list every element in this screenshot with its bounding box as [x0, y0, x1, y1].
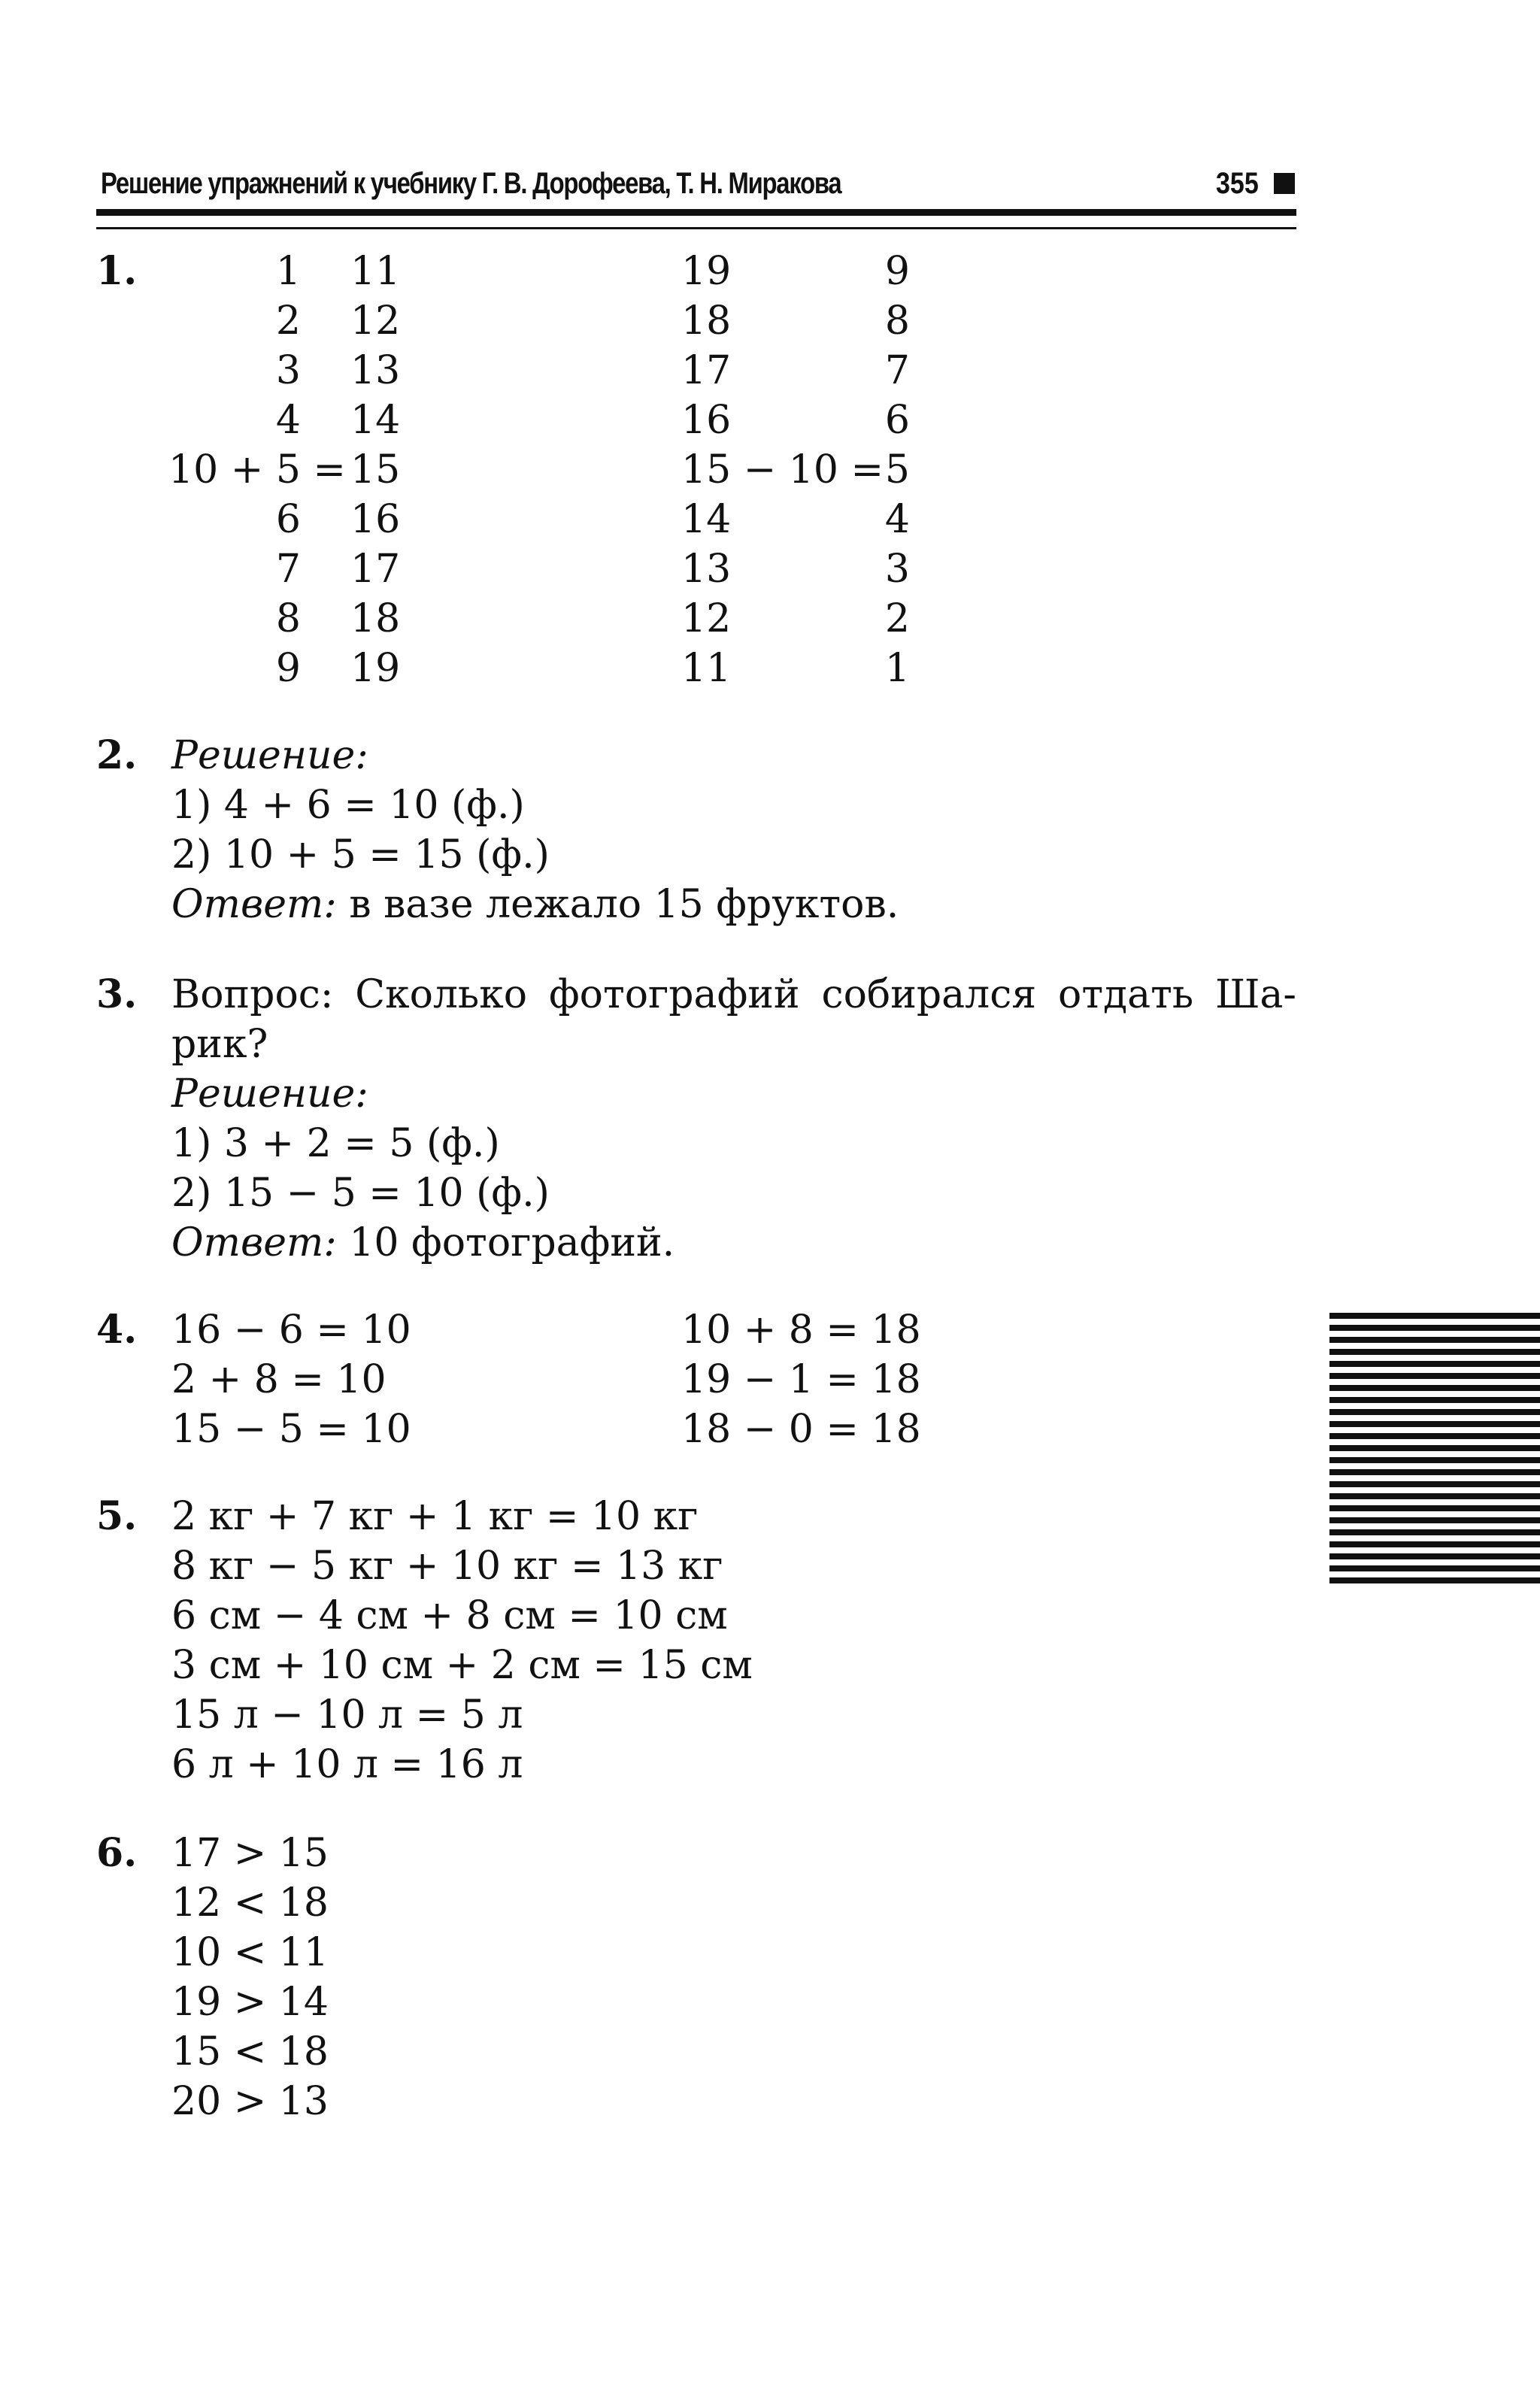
ex6-line: 12 < 18: [171, 1880, 329, 1926]
header-rule-thin: [96, 227, 1296, 229]
running-title: Решение упражнений к учебнику Г. В. Дорофеева, Т. Н. Миракова: [101, 167, 841, 200]
ex1-left-a: 1: [275, 249, 301, 294]
ex3-answer-text: 10 фотографий.: [336, 1220, 675, 1265]
ex3-solution-label: Решение:: [171, 1071, 368, 1117]
ex1-left-a: 2: [275, 298, 301, 344]
ex5-line: 3 см + 10 см + 2 см = 15 см: [171, 1643, 753, 1688]
ex1-left-a: 10 + 5 =: [168, 447, 346, 492]
ex1-right-a: 14: [681, 497, 732, 542]
ex1-right-b: 2: [884, 596, 910, 641]
running-header: [101, 161, 1295, 209]
ex1-right-a: 11: [681, 646, 732, 691]
ex1-left-b: 14: [350, 398, 401, 443]
ex3-answer-label: Ответ:: [171, 1220, 337, 1265]
ex1-right-b: 9: [884, 249, 910, 294]
ex4-right-line: 19 − 1 = 18: [681, 1357, 921, 1402]
ex5-line: 8 кг − 5 кг + 10 кг = 13 кг: [171, 1544, 723, 1589]
ex1-left-b: 18: [350, 596, 401, 641]
ex1-right-a: 16: [681, 398, 732, 443]
ex1-left-a: 9: [275, 646, 301, 691]
ex1-left-b: 16: [350, 497, 401, 542]
ex1-right-b: 6: [884, 398, 910, 443]
ex1-left-a: 3: [275, 348, 301, 393]
ex1-right-a: 17: [681, 348, 732, 393]
ex1-right-a: 18: [681, 298, 732, 344]
ex1-left-a: 8: [275, 596, 301, 641]
ex6-line: 20 > 13: [171, 2079, 329, 2124]
ex1-left-a: 4: [275, 398, 301, 443]
ex1-right-a: 12: [681, 596, 732, 641]
ex5-line: 2 кг + 7 кг + 1 кг = 10 кг: [171, 1494, 699, 1539]
ex3-question-line-2: рик?: [171, 1022, 268, 1067]
ex2-answer: [171, 880, 899, 929]
header-rule-thick: [96, 209, 1296, 216]
ex1-left-b: 12: [350, 298, 401, 344]
exercise-5-number: 5.: [96, 1493, 138, 1539]
ex1-left-b: 17: [350, 547, 401, 592]
ex3-step-2: 2) 15 − 5 = 10 (ф.): [171, 1171, 550, 1216]
page-marker-square-icon: [1274, 173, 1295, 194]
exercise-6-number: 6.: [96, 1830, 138, 1876]
ex3-step-1: 1) 3 + 2 = 5 (ф.): [171, 1121, 500, 1166]
ex4-left-line: 16 − 6 = 10: [171, 1308, 411, 1353]
ex6-line: 10 < 11: [171, 1930, 329, 1975]
ex1-left-b: 19: [350, 646, 401, 691]
ex5-line: 6 л + 10 л = 16 л: [171, 1742, 523, 1787]
ex4-left-line: 15 − 5 = 10: [171, 1407, 411, 1452]
ex1-right-b: 1: [884, 646, 910, 691]
ex3-answer: [171, 1218, 675, 1268]
ex1-right-b: 8: [884, 298, 910, 344]
ex1-right-a: 19: [681, 249, 732, 294]
ex1-left-a: 7: [275, 547, 301, 592]
ex2-answer-label: Ответ:: [171, 882, 337, 927]
ex6-line: 19 > 14: [171, 1980, 329, 2025]
ex4-right-line: 10 + 8 = 18: [681, 1308, 921, 1353]
ex5-line: 6 см − 4 см + 8 см = 10 см: [171, 1593, 728, 1638]
ex1-left-a: 6: [275, 497, 301, 542]
ex1-left-b: 13: [350, 348, 401, 393]
ex1-right-b: 3: [884, 547, 910, 592]
exercise-1-number: 1.: [96, 248, 138, 294]
page-number: 355: [1216, 167, 1259, 200]
ex2-solution-label: Решение:: [171, 733, 368, 778]
ex6-line: 15 < 18: [171, 2029, 329, 2074]
ex1-left-b: 15: [350, 447, 401, 492]
exercise-2-number: 2.: [96, 732, 138, 778]
ex4-left-line: 2 + 8 = 10: [171, 1357, 387, 1402]
ex1-left-b: 11: [350, 249, 401, 294]
ex5-line: 15 л − 10 л = 5 л: [171, 1692, 523, 1738]
ex1-right-b: 7: [884, 348, 910, 393]
ex1-right-a: 15 − 10 =: [681, 447, 884, 492]
exercise-3-number: 3.: [96, 971, 138, 1017]
ex2-answer-text: в вазе лежало 15 фруктов.: [336, 882, 899, 927]
ex4-right-line: 18 − 0 = 18: [681, 1407, 921, 1452]
ex1-right-b: 5: [884, 447, 910, 492]
ex2-step-2: 2) 10 + 5 = 15 (ф.): [171, 832, 550, 877]
striped-edge-tab: [1329, 1313, 1540, 1583]
ex1-right-a: 13: [681, 547, 732, 592]
ex2-step-1: 1) 4 + 6 = 10 (ф.): [171, 783, 525, 828]
ex6-line: 17 > 15: [171, 1831, 329, 1876]
exercise-4-number: 4.: [96, 1307, 138, 1353]
ex3-question-line-1: Вопрос: Сколько фотографий собирался отдать Ша-: [171, 972, 1296, 1017]
ex1-right-b: 4: [884, 497, 910, 542]
